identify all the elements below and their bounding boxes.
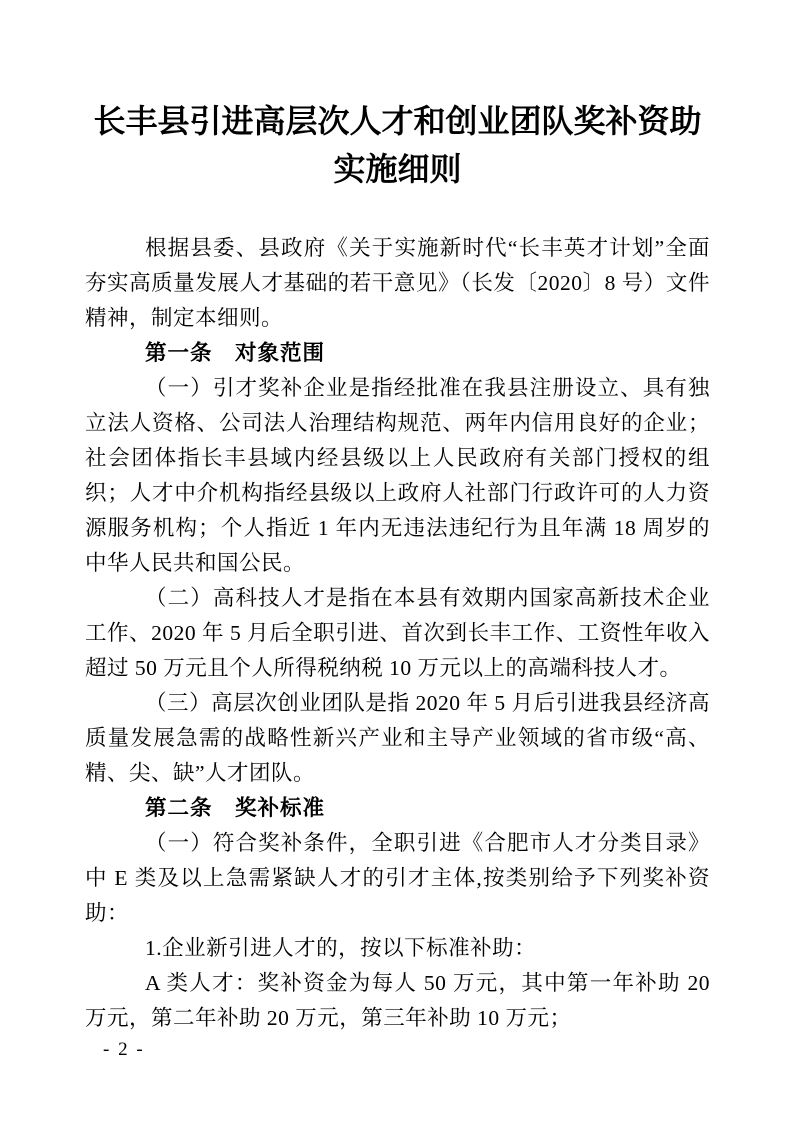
article-2-clause-1: （一）符合奖补条件，全职引进《合肥市人才分类目录》中 E 类及以上急需紧缺人才的引才主体,按类别给予下列奖补资助： (85, 831, 710, 925)
article-1-clause-1: （一）引才奖补企业是指经批准在我县注册设立、具有独立法人资格、公司法人治理结构规范、两年内信用良好的企业；社会团体指长丰县域内经县级以上人民政府有关部门授权的组织；人才中介机构指经县级以上政府人社部门行政许可的人力资源服务机构；个人指近 1 年内无违法违纪行为且年满 18 周岁的中华人民共和国公民。 (85, 376, 710, 575)
article-1-clause-3: （三）高层次创业团队是指 2020 年 5 月后引进我县经济高质量发展急需的战略性新兴产业和主导产业领域的省市级“高、精、尖、缺”人才团队。 (85, 691, 710, 785)
document-title (85, 97, 710, 193)
article-2-item-1: 1.企业新引进人才的，按以下标准补助： (145, 936, 537, 960)
article-2-item-1-class-a: A 类人才：奖补资金为每人 50 万元，其中第一年补助 20 万元，第二年补助 20 万元，第三年补助 10 万元； (85, 971, 710, 1030)
article-1-heading: 第一条 对象范围 (145, 341, 326, 365)
document-content (85, 97, 710, 1036)
page-number: - 2 - (103, 1039, 145, 1060)
intro-paragraph: 根据县委、县政府《关于实施新时代“长丰英才计划”全面夯实高质量发展人才基础的若干意见》（长发〔2020〕8 号）文件精神，制定本细则。 (85, 236, 710, 330)
article-1-clause-2: （二）高科技人才是指在本县有效期内国家高新技术企业工作、2020 年 5 月后全职引进、首次到长丰工作、工资性年收入超过 50 万元且个人所得税纳税 10 万元以上的高端科技人才。 (85, 586, 710, 680)
article-2-heading: 第二条 奖补标准 (145, 796, 326, 820)
document-title-line-1: 长丰县引进高层次人才和创业团队奖补资助 (93, 103, 702, 139)
document-title-line-2: 实施细则 (333, 151, 462, 187)
